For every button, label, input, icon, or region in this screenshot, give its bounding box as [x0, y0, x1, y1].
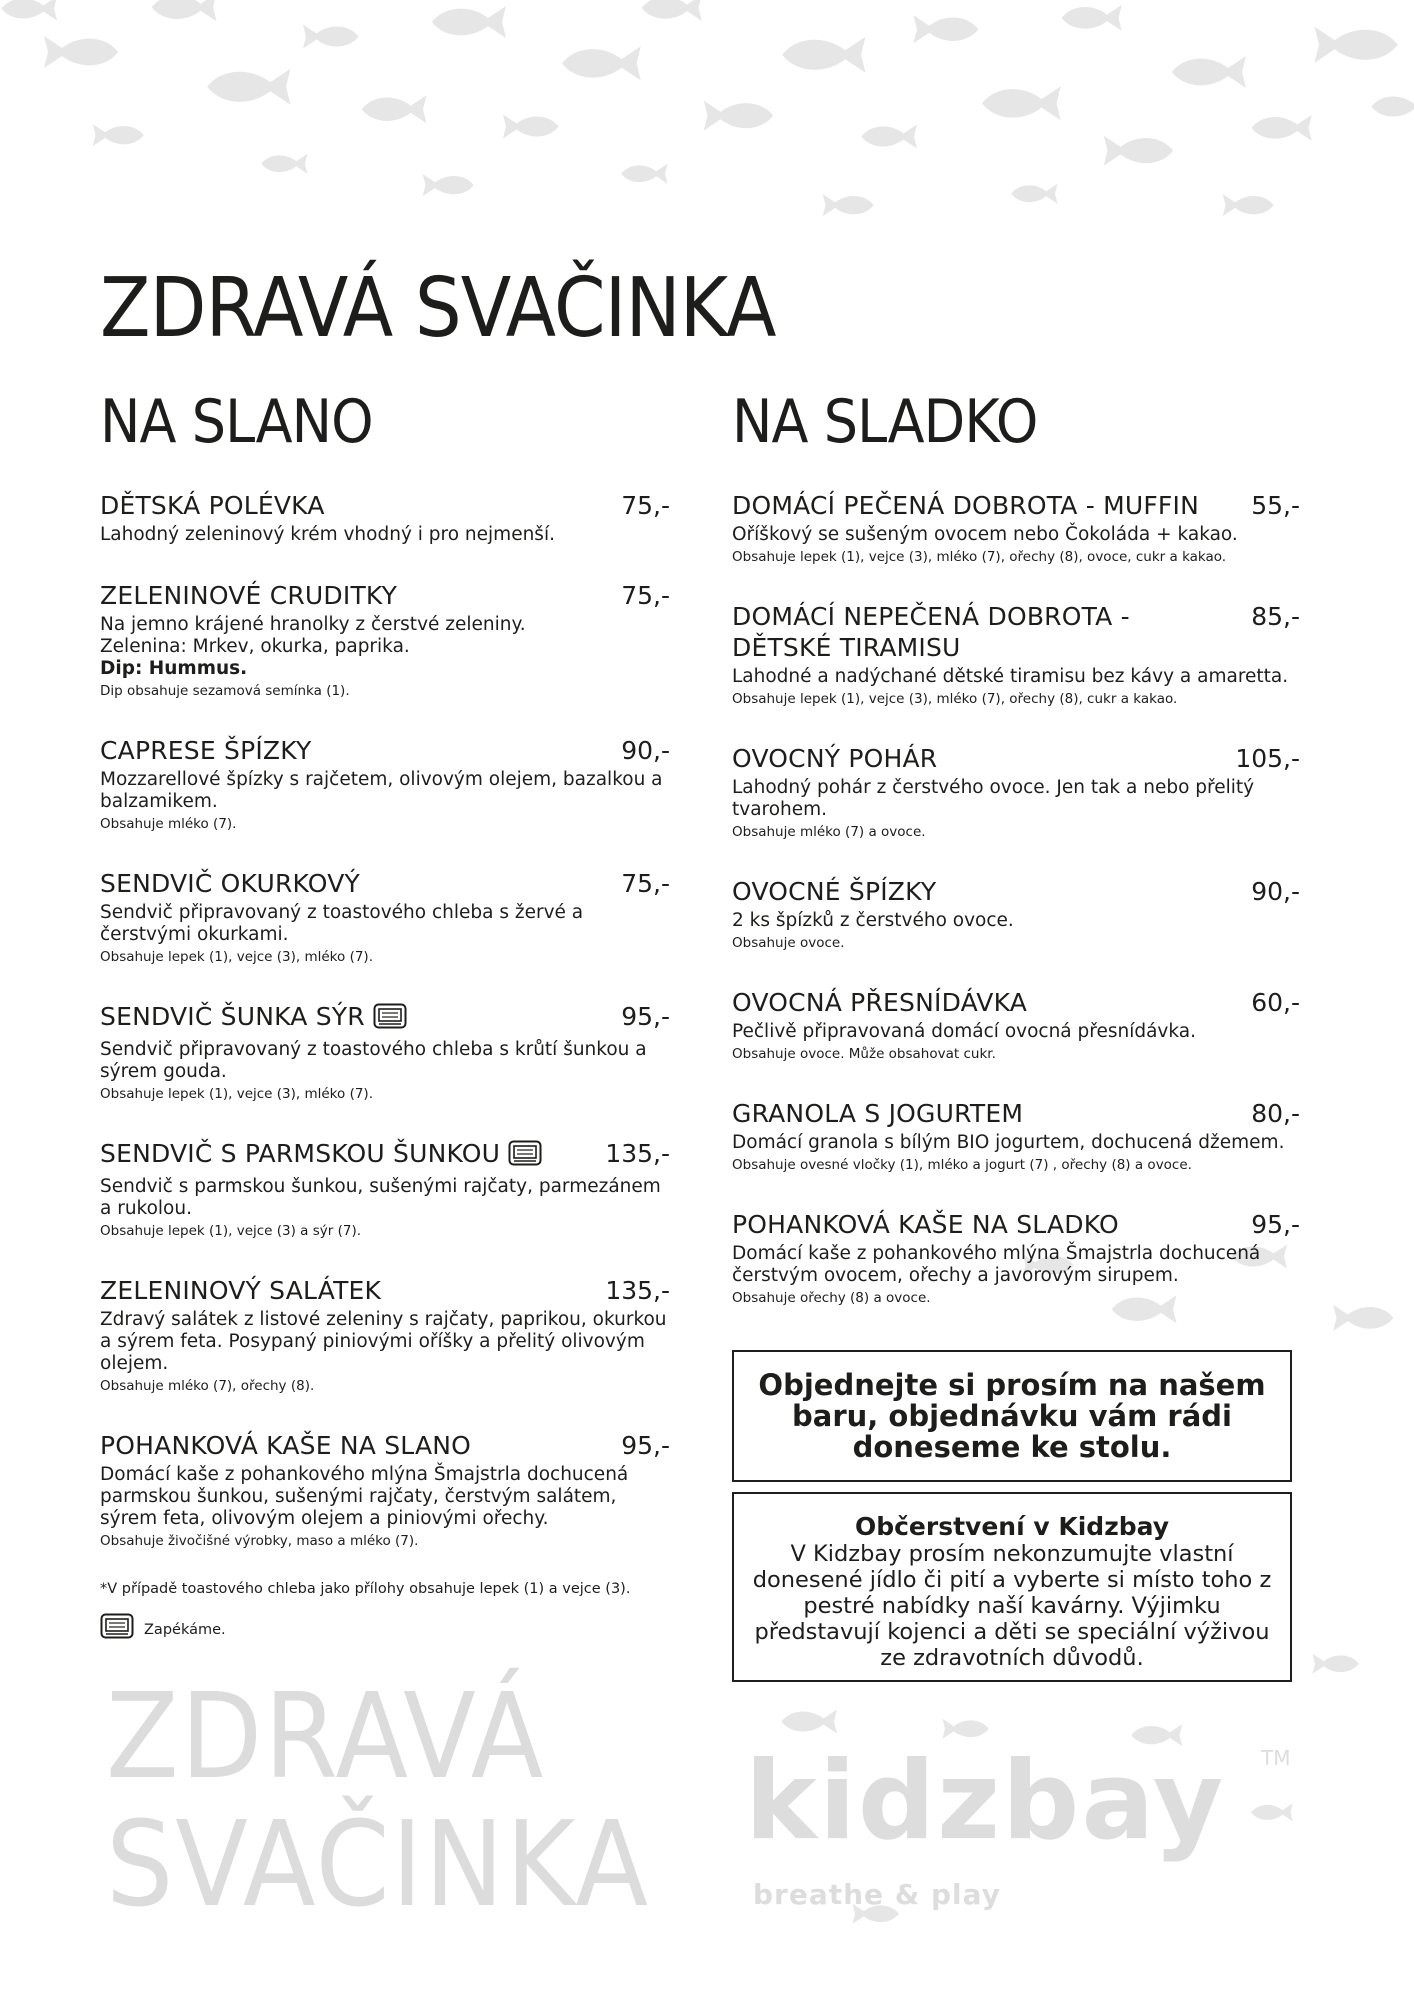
- fish-icon: [910, 10, 980, 49]
- menu-item-description: Sendvič s parmskou šunkou, sušenými rajčaty, parmezánem a rukolou.: [100, 1176, 661, 1219]
- menu-item-price: 80,-: [1251, 1099, 1300, 1128]
- menu-item-description: Mozzarellové špízky s rajčetem, olivovým olejem, bazalkou a balzamikem.: [100, 769, 663, 812]
- oven-icon: [100, 1613, 134, 1646]
- fish-icon: [0, 0, 60, 25]
- menu-item-name: [732, 1098, 1300, 1129]
- menu-item: [100, 1430, 670, 1551]
- menu-item-name: [732, 987, 1300, 1018]
- menu-item-name: [100, 1138, 670, 1173]
- menu-item: [732, 1098, 1300, 1175]
- menu-item-name-text: DĚTSKÁ POLÉVKA: [100, 491, 325, 520]
- menu-item-name-text: DOMÁCÍ NEPEČENÁ DOBROTA - DĚTSKÉ TIRAMISU: [732, 602, 1130, 662]
- menu-item-description: Na jemno krájené hranolky z čerstvé zeleniny.: [100, 614, 526, 635]
- menu-item: [732, 490, 1300, 567]
- fish-icon: [430, 0, 510, 44]
- savory-menu-list: [100, 490, 670, 1646]
- menu-item-price: 95,-: [621, 1002, 670, 1031]
- page-title: ZDRAVÁ SVAČINKA: [100, 261, 776, 356]
- menu-item-description: Lahodný zeleninový krém vhodný i pro nejmenší.: [100, 524, 555, 545]
- menu-item-allergens: Dip obsahuje sezamová semínka (1).: [100, 683, 350, 699]
- menu-item-name-text: POHANKOVÁ KAŠE NA SLANO: [100, 1431, 472, 1460]
- menu-item-description: Sendvič připravovaný z toastového chleba s krůtí šunkou a sýrem gouda.: [100, 1039, 647, 1082]
- menu-item-description: Zdravý salátek z listové zeleniny s rajčaty, paprikou, okurkou a sýrem feta. Posypaný piniovými oříšky a přelitý olivovým olejem.: [100, 1309, 667, 1374]
- logo-trademark: TM: [1261, 1746, 1291, 1770]
- fish-icon: [150, 0, 220, 27]
- fish-icon: [90, 120, 145, 150]
- fish-icon: [1100, 130, 1175, 171]
- logo-wordmark: kidzbay: [745, 1739, 1226, 1864]
- section-title-savory: NA SLANO: [100, 387, 373, 457]
- menu-item-name: [100, 1275, 670, 1306]
- order-notice-text: Objednejte si prosím na našem baru, objednávku vám rádi doneseme ke stolu.: [758, 1367, 1266, 1464]
- menu-item-description: 2 ks špízků z čerstvého ovoce.: [732, 910, 1014, 931]
- oven-legend: [100, 1613, 670, 1646]
- fish-icon: [780, 30, 870, 80]
- menu-item-price: 90,-: [621, 736, 670, 765]
- watermark-title: [106, 1667, 650, 1933]
- fish-icon: [700, 95, 775, 136]
- menu-item-allergens: Obsahuje lepek (1), vejce (3), mléko (7), ořechy (8), ovoce, cukr a kakao.: [732, 549, 1227, 565]
- menu-item-description: Domácí granola s bílým BIO jogurtem, dochucená džemem.: [732, 1132, 1285, 1153]
- fish-icon: [1220, 190, 1275, 220]
- menu-item-price: 135,-: [605, 1276, 670, 1305]
- fish-icon: [360, 90, 430, 129]
- menu-item-name: [732, 1209, 1300, 1240]
- menu-item-allergens: Obsahuje lepek (1), vejce (3), mléko (7), ořechy (8), cukr a kakao.: [732, 691, 1178, 707]
- fish-icon: [1010, 180, 1060, 208]
- menu-item-allergens: Obsahuje ovoce. Může obsahovat cukr.: [732, 1046, 996, 1062]
- menu-item-allergens: Obsahuje živočišné výrobky, maso a mléko (7).: [100, 1533, 419, 1549]
- menu-item-name: [732, 876, 1300, 907]
- menu-item-price: 75,-: [621, 491, 670, 520]
- menu-item: [100, 1138, 670, 1241]
- menu-item-allergens: Obsahuje mléko (7) a ovoce.: [732, 824, 926, 840]
- watermark-line-2: SVAČINKA: [106, 1795, 650, 1933]
- menu-item-name-text: ZELENINOVÉ CRUDITKY: [100, 581, 398, 610]
- fish-icon: [820, 190, 875, 220]
- menu-item-allergens: Obsahuje lepek (1), vejce (3) a sýr (7).: [100, 1223, 362, 1239]
- fish-icon: [560, 40, 645, 87]
- menu-item-name: [100, 490, 670, 521]
- menu-item-dip: Dip: Hummus.: [100, 658, 248, 679]
- info-box-text: V Kidzbay prosím nekonzumujte vlastní donesené jídlo či pití a vyberte si místo toho z pestré nabídky naší kavárny. Výjimku představují kojenci a děti se speciální výživou ze zdravotních důvodů.: [752, 1541, 1272, 1671]
- menu-item-allergens: Obsahuje ovesné vločky (1), mléko a jogurt (7) , ořechy (8) a ovoce.: [732, 1157, 1192, 1173]
- fish-icon: [780, 1705, 840, 1738]
- menu-item: [732, 987, 1300, 1064]
- menu-item-name-text: SENDVIČ ŠUNKA SÝR: [100, 1002, 365, 1031]
- fish-icon: [1250, 110, 1315, 146]
- oven-legend-text: Zapékáme.: [144, 1621, 226, 1638]
- menu-item-name: [100, 868, 670, 899]
- menu-item-name-text: SENDVIČ OKURKOVÝ: [100, 869, 360, 898]
- menu-item-name: [100, 1430, 670, 1461]
- section-title-sweet: NA SLADKO: [732, 387, 1038, 457]
- menu-item-name: [732, 601, 1300, 663]
- fish-icon: [980, 80, 1065, 127]
- fish-icon: [300, 20, 360, 53]
- menu-item: [732, 601, 1300, 709]
- menu-item: [100, 868, 670, 967]
- logo-tagline: breathe & play: [753, 1878, 1001, 1911]
- oven-icon: [508, 1140, 542, 1173]
- oven-icon: [373, 1003, 407, 1036]
- menu-item-price: 95,-: [621, 1431, 670, 1460]
- fish-icon: [205, 62, 295, 112]
- menu-item-name-text: DOMÁCÍ PEČENÁ DOBROTA - MUFFIN: [732, 491, 1199, 520]
- menu-item-description: Zelenina: Mrkev, okurka, paprika.: [100, 636, 410, 657]
- menu-item-price: 75,-: [621, 869, 670, 898]
- menu-item-allergens: Obsahuje lepek (1), vejce (3), mléko (7).: [100, 1086, 373, 1102]
- menu-item-name: [732, 490, 1300, 521]
- menu-item-price: 85,-: [1251, 602, 1300, 631]
- menu-item-allergens: Obsahuje ovoce.: [732, 935, 845, 951]
- menu-item-name-text: CAPRESE ŠPÍZKY: [100, 736, 312, 765]
- fish-icon: [260, 150, 310, 178]
- menu-item-name-text: GRANOLA S JOGURTEM: [732, 1099, 1024, 1128]
- fish-icon: [860, 120, 920, 153]
- menu-item-description: Domácí kaše z pohankového mlýna Šmajstrla dochucená čerstvým ovocem, ořechy a javorovým sirupem.: [732, 1243, 1261, 1286]
- menu-item-name-text: OVOCNÁ PŘESNÍDÁVKA: [732, 988, 1028, 1017]
- fish-icon: [40, 30, 120, 74]
- kidzbay-logo: [745, 1739, 1305, 1922]
- kidzbay-info-box: [732, 1492, 1292, 1682]
- fish-icon: [1330, 1300, 1395, 1336]
- fish-icon: [500, 110, 560, 143]
- order-notice-box: [732, 1350, 1292, 1482]
- menu-item-allergens: Obsahuje lepek (1), vejce (3), mléko (7).: [100, 949, 373, 965]
- menu-item-name-text: POHANKOVÁ KAŠE NA SLADKO: [732, 1210, 1119, 1239]
- menu-item-name-text: SENDVIČ S PARMSKOU ŠUNKOU: [100, 1139, 501, 1168]
- fish-icon: [1310, 1650, 1360, 1678]
- menu-item: [100, 580, 670, 701]
- menu-item-description: Sendvič připravovaný z toastového chleba s žervé a čerstvými okurkami.: [100, 902, 584, 945]
- menu-item: [100, 1275, 670, 1396]
- menu-item-name-text: ZELENINOVÝ SALÁTEK: [100, 1276, 382, 1305]
- menu-item-price: 105,-: [1235, 744, 1300, 773]
- menu-item-name: [732, 743, 1300, 774]
- menu-item: [100, 490, 670, 546]
- menu-item: [100, 735, 670, 834]
- menu-item: [732, 876, 1300, 953]
- menu-item-price: 60,-: [1251, 988, 1300, 1017]
- menu-item: [732, 1209, 1300, 1308]
- menu-item-price: 135,-: [605, 1139, 670, 1168]
- menu-item-price: 55,-: [1251, 491, 1300, 520]
- menu-item-allergens: Obsahuje ořechy (8) a ovoce.: [732, 1290, 931, 1306]
- fish-icon: [1370, 90, 1414, 123]
- fish-icon: [640, 0, 705, 26]
- menu-item-price: 95,-: [1251, 1210, 1300, 1239]
- sweet-menu-list: [732, 490, 1300, 1308]
- menu-item: [732, 743, 1300, 842]
- watermark-line-1: ZDRAVÁ: [106, 1667, 546, 1805]
- menu-item-name: [100, 1001, 670, 1036]
- menu-item-allergens: Obsahuje mléko (7), ořechy (8).: [100, 1378, 315, 1394]
- menu-item-description: Lahodné a nadýchané dětské tiramisu bez kávy a amaretta.: [732, 666, 1289, 687]
- fish-icon: [1060, 0, 1125, 36]
- menu-item-name-text: OVOCNÉ ŠPÍZKY: [732, 877, 937, 906]
- menu-item-description: Oříškový se sušeným ovocem nebo Čokoláda + kakao.: [732, 524, 1238, 545]
- menu-item-name: [100, 735, 670, 766]
- menu-item-allergens: Obsahuje mléko (7).: [100, 816, 237, 832]
- menu-item-price: 90,-: [1251, 877, 1300, 906]
- fish-icon: [1310, 20, 1400, 70]
- menu-item: [100, 1001, 670, 1104]
- fish-icon: [620, 160, 670, 188]
- menu-item-name: [100, 580, 670, 611]
- menu-item-description: Domácí kaše z pohankového mlýna Šmajstrla dochucená parmskou šunkou, sušenými rajčaty, čerstvým salátem, sýrem feta, olivovým olejem a piniovými ořechy.: [100, 1464, 629, 1529]
- menu-item-price: 75,-: [621, 581, 670, 610]
- fish-icon: [1170, 50, 1250, 94]
- info-box-title: Občerstvení v Kidzbay: [854, 1512, 1170, 1541]
- menu-item-description: Lahodný pohár z čerstvého ovoce. Jen tak a nebo přelitý tvarohem.: [732, 777, 1255, 820]
- fish-icon: [420, 170, 475, 200]
- menu-item-description: Pečlivě připravovaná domácí ovocná přesnídávka.: [732, 1021, 1196, 1042]
- toast-footnote: *V případě toastového chleba jako přílohy obsahuje lepek (1) a vejce (3).: [100, 1581, 631, 1597]
- menu-item-name-text: OVOCNÝ POHÁR: [732, 744, 938, 773]
